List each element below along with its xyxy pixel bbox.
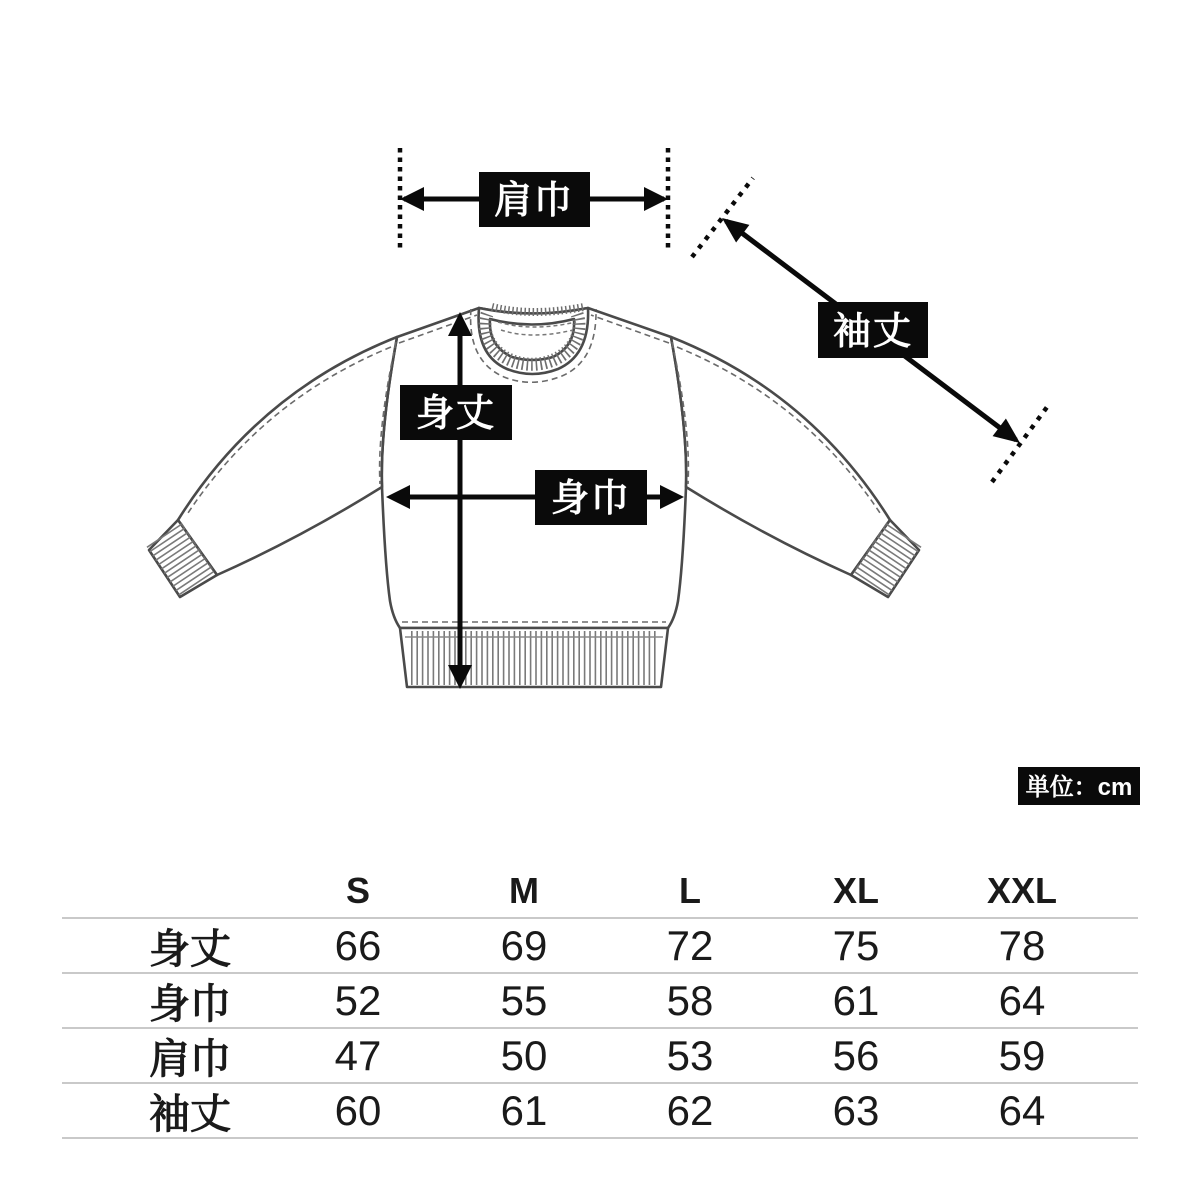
row-label: 肩巾: [149, 1036, 231, 1082]
cell-value: 50: [500, 1031, 548, 1079]
row-label: 袖丈: [149, 1091, 231, 1137]
table-row-shoulder-width: [62, 1029, 1138, 1084]
arrowhead-right: [644, 187, 668, 211]
table-row-body-width: [62, 974, 1138, 1029]
cell-value: 72: [666, 921, 714, 969]
right-sleeve: [671, 337, 890, 575]
arrowhead-upper: [722, 218, 749, 243]
cell-value: 66: [334, 921, 382, 969]
cell-value: 64: [998, 976, 1046, 1024]
cell-value: 53: [666, 1031, 714, 1079]
col-header-xl: XL: [832, 869, 879, 911]
cell-value: 52: [334, 976, 382, 1024]
col-header-s: S: [345, 869, 370, 911]
cell-value: 55: [500, 976, 548, 1024]
body-outline: [382, 308, 686, 628]
size-table: [62, 864, 1138, 1139]
body-length-label: 身丈: [415, 393, 497, 435]
sleeve-extent-line-top: [692, 178, 753, 257]
col-header-xxl: XXL: [986, 869, 1057, 911]
body-width-label: 身巾: [550, 478, 632, 520]
row-label: 身丈: [149, 926, 231, 972]
cell-value: 69: [500, 921, 548, 969]
cell-value: 62: [666, 1086, 714, 1134]
size-table-header-row: [62, 864, 1138, 919]
cell-value: 61: [832, 976, 880, 1024]
sleeve-extent-line-bottom: [992, 403, 1050, 482]
cell-value: 75: [832, 921, 880, 969]
shoulder-width-label: 肩巾: [493, 180, 575, 222]
cell-value: 61: [500, 1086, 548, 1134]
arrowhead-left: [400, 187, 424, 211]
shoulder-width-dimension: [400, 148, 668, 252]
cell-value: 58: [666, 976, 714, 1024]
cell-value: 59: [998, 1031, 1046, 1079]
cell-value: 78: [998, 921, 1046, 969]
cell-value: 63: [832, 1086, 880, 1134]
unit-badge-text: 単位：cm: [1025, 774, 1133, 801]
arrowhead-lower: [993, 419, 1020, 444]
left-sleeve: [178, 337, 397, 575]
table-row-body-length: [62, 919, 1138, 974]
col-header-l: L: [679, 869, 701, 911]
cell-value: 47: [334, 1031, 382, 1079]
sleeve-length-label: 袖丈: [832, 311, 914, 353]
row-label: 身巾: [149, 981, 231, 1027]
cell-value: 56: [832, 1031, 880, 1079]
unit-badge: [1018, 767, 1140, 805]
cell-value: 64: [998, 1086, 1046, 1134]
cell-value: 60: [334, 1086, 382, 1134]
table-row-sleeve-length: [62, 1084, 1138, 1139]
col-header-m: M: [509, 869, 539, 911]
